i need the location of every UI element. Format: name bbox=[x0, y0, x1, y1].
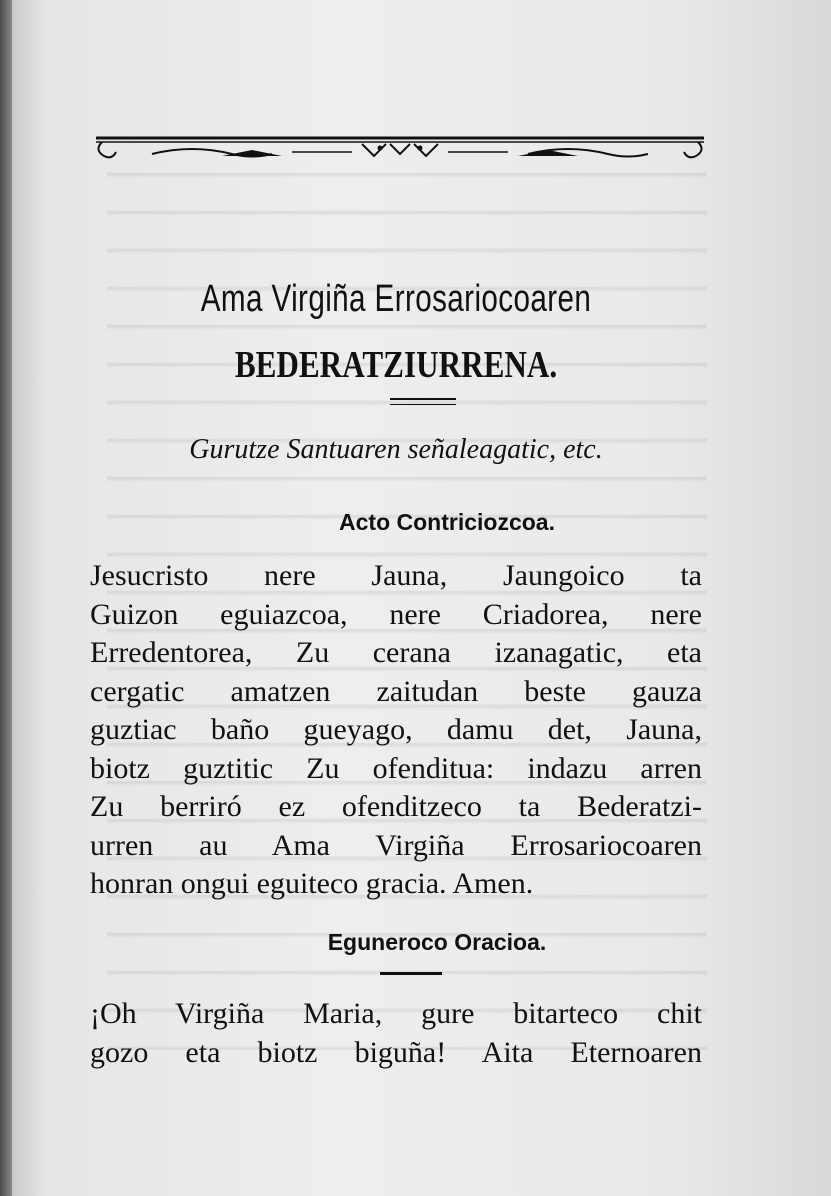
page-subtitle-title: BEDERATZIURRENA. bbox=[234, 344, 558, 386]
section-divider bbox=[380, 972, 442, 975]
decorative-header-ornament bbox=[92, 132, 708, 166]
title-divider bbox=[390, 398, 456, 405]
text-line: ¡Oh Virgiña Maria, gure bitarteco chit bbox=[90, 997, 702, 1030]
text-line: Guizon eguiazcoa, nere Criadorea, nere bbox=[90, 597, 702, 631]
text-line: urren au Ama Virgiña Errosariocoaren bbox=[90, 828, 702, 862]
page-title: Ama Virgiña Errosariocoaren bbox=[200, 278, 592, 320]
text-line: honran ongui eguiteco gracia. Amen. bbox=[90, 867, 534, 900]
book-page bbox=[12, 0, 831, 1196]
section-heading-eguneroco: Eguneroco Oracioa. bbox=[327, 929, 547, 955]
text-line: Zu berriró ez ofenditzeco ta Bederatzi- bbox=[90, 790, 702, 823]
section-heading-acto: Acto Contriciozcoa. bbox=[339, 509, 555, 535]
page-gutter-shadow bbox=[0, 0, 12, 1196]
text-line: Erredentorea, Zu cerana izanagatic, eta bbox=[90, 636, 702, 669]
prayer-paragraph-1 bbox=[90, 557, 702, 904]
text-line: guztiac baño gueyago, damu det, Jauna, bbox=[90, 713, 702, 746]
prayer-paragraph-2 bbox=[90, 995, 702, 1072]
text-line: biotz guztitic Zu ofenditua: indazu arren bbox=[90, 751, 702, 785]
text-line: gozo eta biotz biguña! Aita Eternoaren bbox=[90, 1035, 702, 1069]
text-line: Jesucristo nere Jauna, Jaungoico ta bbox=[90, 559, 702, 592]
text-line: cergatic amatzen zaitudan beste gauza bbox=[90, 674, 702, 708]
invocation-line: Gurutze Santuaren señaleagatic, etc. bbox=[189, 434, 603, 465]
